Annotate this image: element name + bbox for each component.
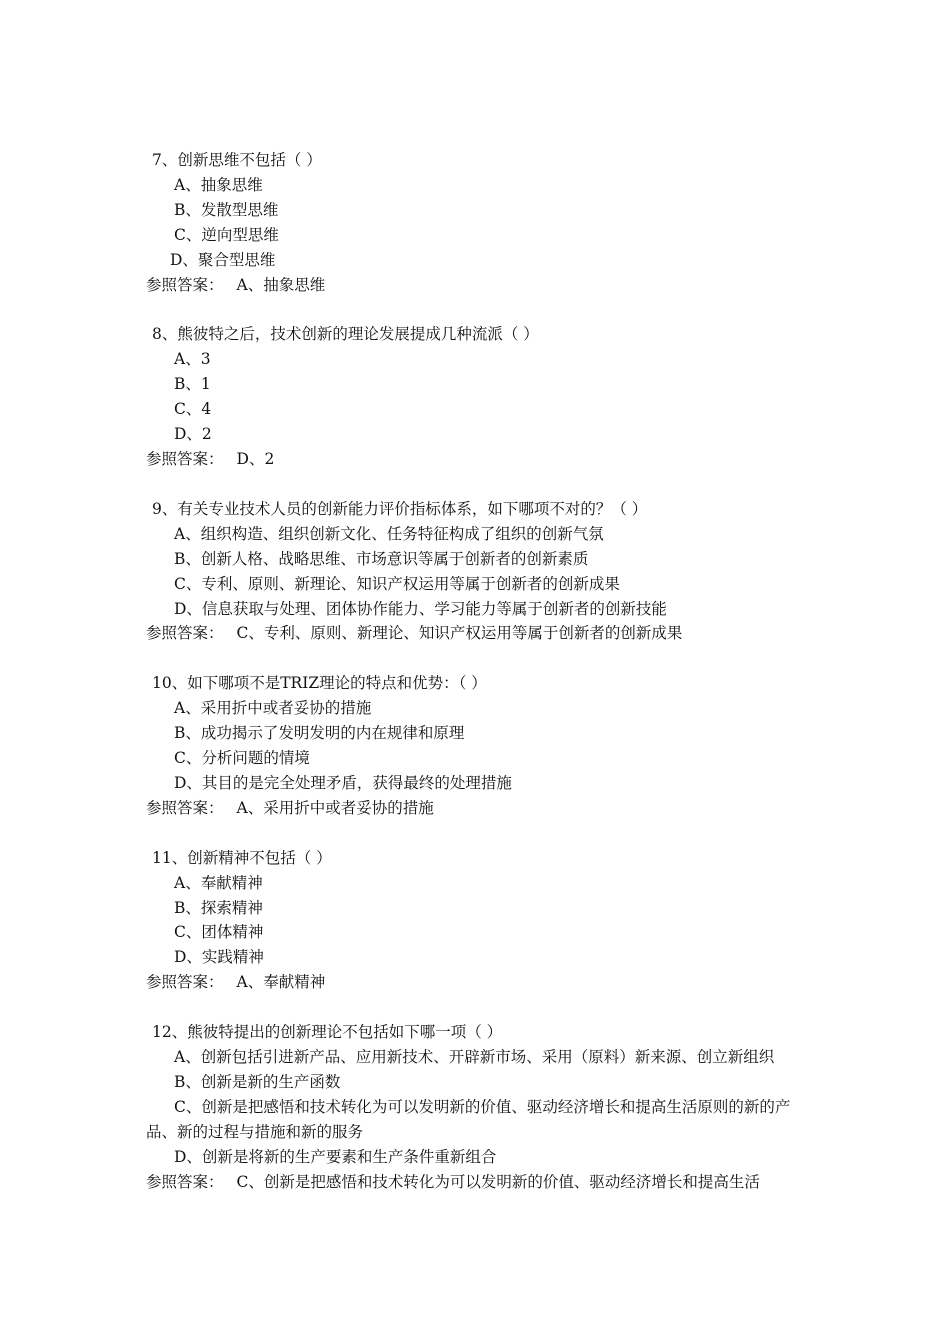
answer-label: 参照答案： [146, 624, 224, 643]
question-11 [146, 846, 810, 995]
answer-label: 参照答案： [146, 798, 224, 817]
question-7 [146, 148, 810, 297]
question-title: 8、熊彼特之后，技术创新的理论发展提成几种流派（ ） [152, 325, 539, 344]
option-c: C、逆向型思维 [174, 225, 279, 244]
answer-label: 参照答案： [146, 275, 224, 294]
option-b: B、创新是新的生产函数 [174, 1073, 341, 1091]
question-title: 9、有关专业技术人员的创新能力评价指标体系，如下哪项不对的？（ ） [152, 499, 648, 518]
option-b: B、成功揭示了发明发明的内在规律和原理 [174, 724, 465, 743]
option-d: D、实践精神 [174, 948, 264, 967]
answer-text: C、创新是把感悟和技术转化为可以发明新的价值、驱动经济增长和提高生活 [236, 1172, 760, 1191]
option-b: B、探索精神 [174, 898, 263, 917]
question-8 [146, 322, 810, 471]
question-title: 12、熊彼特提出的创新理论不包括如下哪一项（ ） [152, 1023, 503, 1042]
answer-text: A、采用折中或者妥协的措施 [236, 798, 434, 817]
answer-line [146, 796, 810, 821]
answer-label: 参照答案： [146, 973, 224, 992]
answer-line [146, 621, 810, 646]
answer-line [146, 273, 810, 298]
option-b: B、发散型思维 [174, 200, 279, 219]
option-a: A、采用折中或者妥协的措施 [174, 699, 372, 718]
answer-text: D、2 [236, 449, 275, 468]
answer-line [146, 970, 810, 995]
question-12 [146, 1020, 810, 1194]
answer-text: A、奉献精神 [236, 973, 326, 992]
question-title: 7、创新思维不包括（ ） [152, 151, 322, 169]
option-d: D、2 [174, 425, 212, 444]
option-a: A、创新包括引进新产品、应用新技术、开辟新市场、采用（原料）新来源、创立新组织 [174, 1048, 775, 1067]
question-10 [146, 671, 810, 820]
question-title: 10、如下哪项不是TRIZ理论的特点和优势：（ ） [152, 674, 487, 693]
answer-text: A、抽象思维 [236, 275, 326, 294]
answer-label: 参照答案： [146, 1172, 224, 1191]
question-list [146, 148, 810, 1220]
option-c: C、专利、原则、新理论、知识产权运用等属于创新者的创新成果 [174, 574, 620, 593]
option-c: C、团体精神 [174, 923, 264, 942]
option-c: C、创新是把感悟和技术转化为可以发明新的价值、驱动经济增长和提高生活原则的新的产品、新的过程与措施和新的服务 [146, 1097, 791, 1141]
option-a: A、3 [174, 350, 211, 369]
answer-line [146, 447, 810, 472]
option-c: C、分析问题的情境 [174, 749, 310, 768]
option-d: D、创新是将新的生产要素和生产条件重新组合 [174, 1147, 497, 1166]
option-b: B、1 [174, 375, 211, 394]
option-c: C、4 [174, 400, 212, 419]
option-b: B、创新人格、战略思维、市场意识等属于创新者的创新素质 [174, 549, 589, 568]
option-a: A、抽象思维 [174, 175, 263, 194]
question-9 [146, 497, 810, 646]
option-a: A、奉献精神 [174, 873, 263, 892]
answer-label: 参照答案： [146, 449, 224, 468]
option-a: A、组织构造、组织创新文化、任务特征构成了组织的创新气氛 [174, 524, 604, 543]
answer-text: C、专利、原则、新理论、知识产权运用等属于创新者的创新成果 [236, 624, 683, 643]
option-d: D、聚合型思维 [170, 250, 276, 269]
option-d: D、信息获取与处理、团体协作能力、学习能力等属于创新者的创新技能 [174, 599, 667, 618]
answer-line [146, 1170, 810, 1195]
question-title: 11、创新精神不包括（ ） [152, 848, 332, 867]
option-d: D、其目的是完全处理矛盾，获得最终的处理措施 [174, 773, 512, 792]
